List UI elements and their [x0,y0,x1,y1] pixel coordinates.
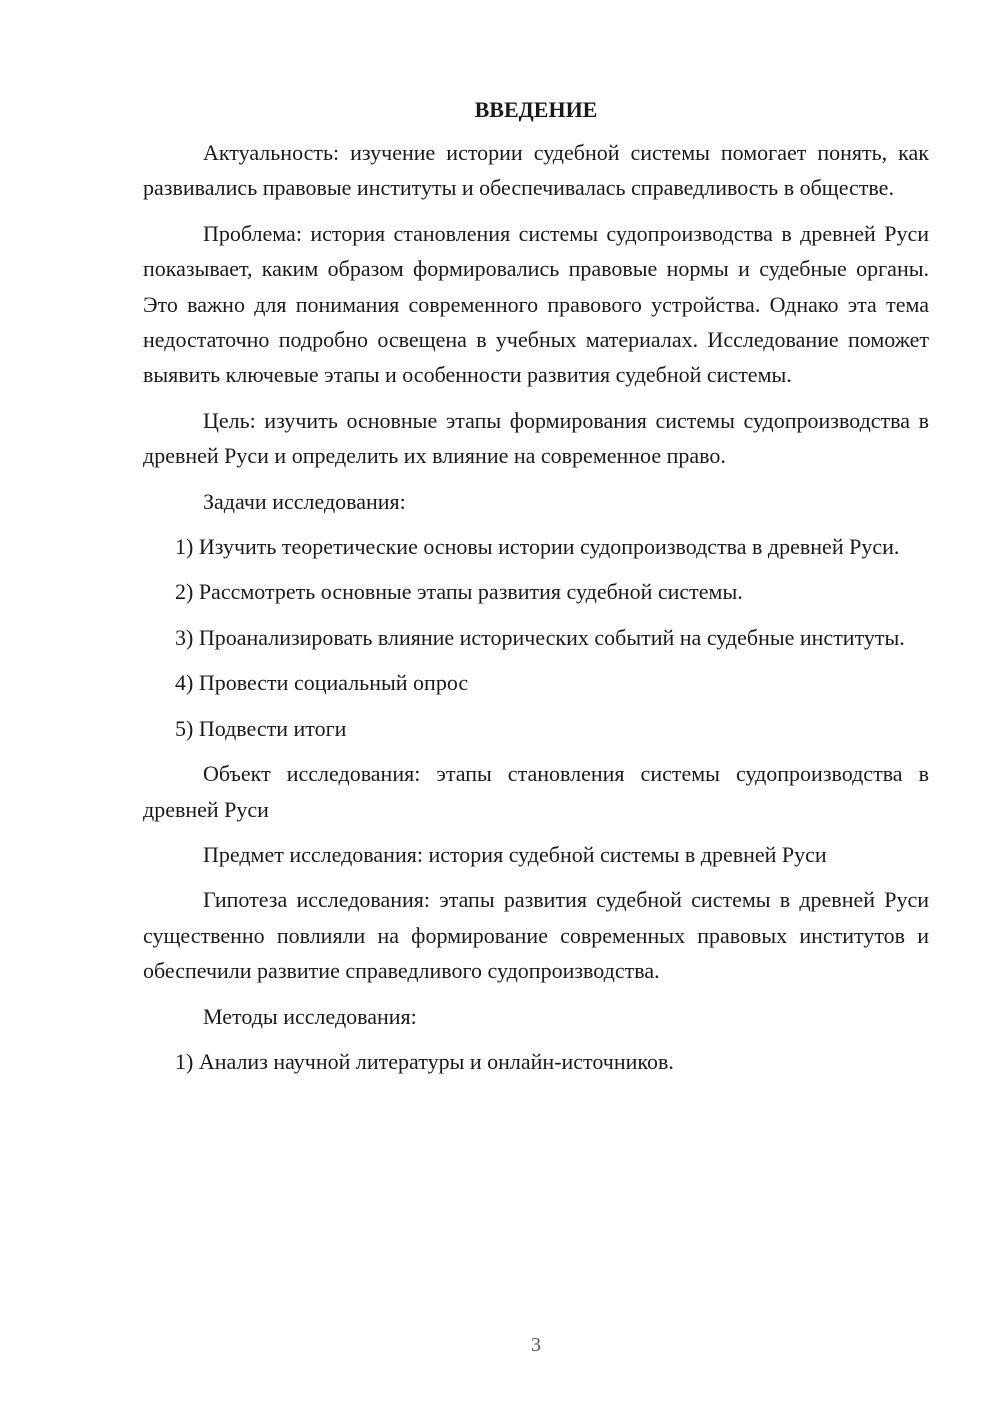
page-number: 3 [531,1334,541,1356]
methods-heading: Методы исследования: [203,1003,417,1029]
task-item-5: 5) Подвести итоги [175,715,347,741]
method-item-1: 1) Анализ научной литературы и онлайн-источников. [175,1048,674,1074]
page-content [143,95,929,1089]
tasks-heading: Задачи исследования: [203,488,406,514]
task-item-2: 2) Рассмотреть основные этапы развития судебной системы. [175,579,743,605]
paragraph-subject: Предмет исследования: история судебной системы в древней Руси [203,841,827,867]
paragraph-object: Объект исследования: этапы становления системы судопроизводства в древней Руси [143,761,929,822]
paragraph-goal: Цель: изучить основные этапы формирования системы судопроизводства в древней Руси и определить их влияние на современное право. [143,407,929,469]
section-title: ВВЕДЕНИЕ [474,97,598,122]
paragraph-hypothesis: Гипотеза исследования: этапы развития судебной системы в древней Руси существенно повлияли на формирование современных правовых институтов и обеспечили развитие справедливого судопроизводства. [143,887,929,984]
task-item-1: 1) Изучить теоретические основы истории судопроизводства в древней Руси. [175,534,900,560]
paragraph-problem: Проблема: история становления системы судопроизводства в древней Руси показывает, каким образом формировались правовые нормы и судебные органы. Это важно для понимания современного правового устройства. Однако эта тема недостаточно подробно освещена в учебных материалах. Исследование поможет выявить ключевые этапы и особенности развития судебной системы. [143,220,929,388]
task-item-3: 3) Проанализировать влияние исторических событий на судебные институты. [175,624,905,650]
task-item-4: 4) Провести социальный опрос [175,670,469,696]
paragraph-relevance: Актуальность: изучение истории судебной системы помогает понять, как развивались правовые институты и обеспечивалась справедливость в обществе. [143,140,929,201]
